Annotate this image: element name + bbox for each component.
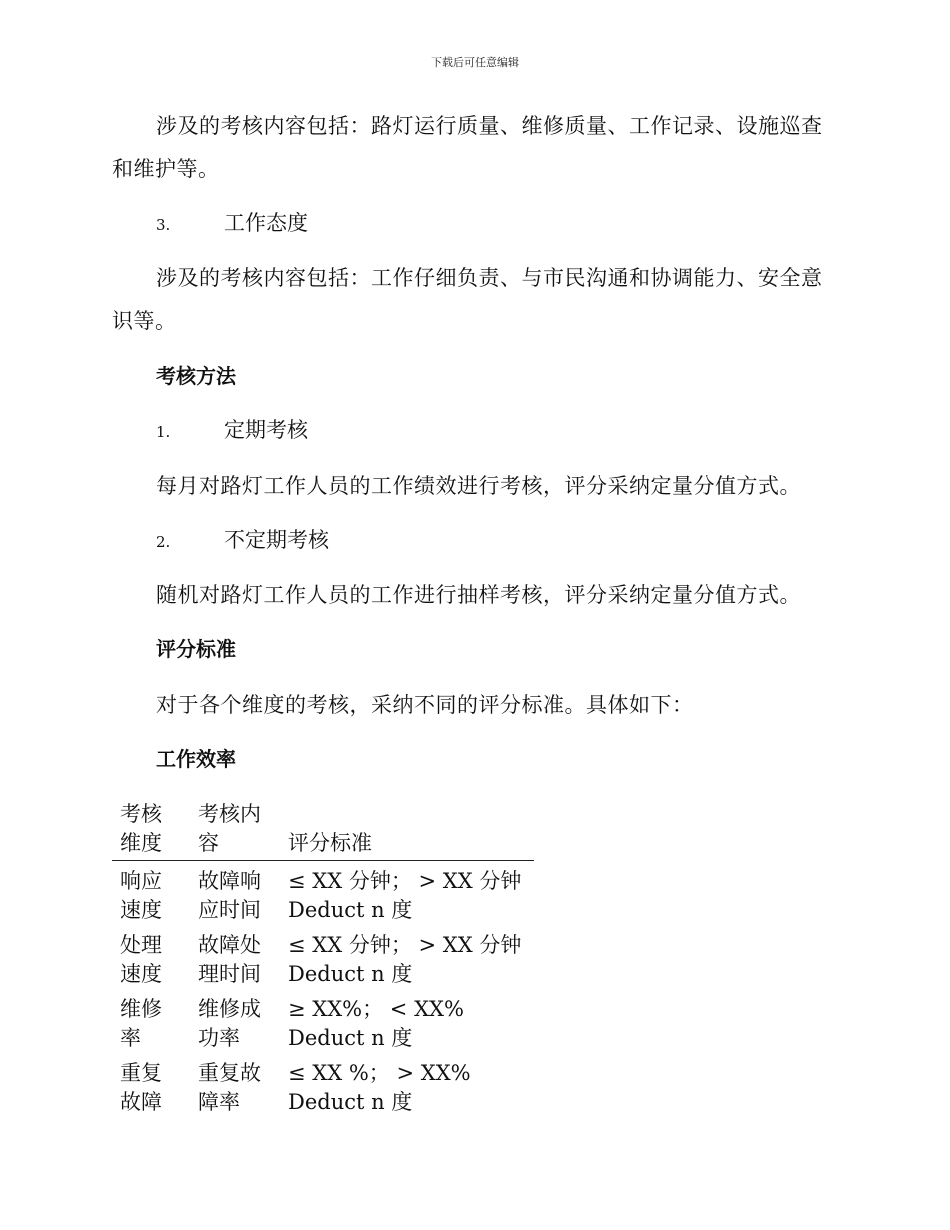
cell-content: 故障响 应时间 <box>198 869 261 922</box>
cell-standard: ≤ XX %； > XX% Deduct n 度 <box>288 1061 471 1114</box>
list-item-periodic: 1. 定期考核 <box>156 418 308 442</box>
cell-standard: ≥ XX%； < XX% Deduct n 度 <box>288 997 464 1050</box>
table-row <box>112 989 534 1053</box>
cell-dimension: 维修 率 <box>120 997 162 1050</box>
cell-dimension: 重复 故障 <box>120 1061 162 1114</box>
cell-content: 重复故 障率 <box>198 1061 261 1114</box>
header-content: 考核内 容 <box>198 800 288 861</box>
paragraph-content-4: 随机对路灯工作人员的工作进行抽样考核，评分采纳定量分值方式。 <box>156 583 801 607</box>
cell-content: 维修成 功率 <box>198 997 261 1050</box>
cell-standard: ≤ XX 分钟； > XX 分钟 Deduct n 度 <box>288 933 522 986</box>
cell-content: 故障处 理时间 <box>198 933 261 986</box>
scoring-table <box>112 800 534 1117</box>
table-header-row <box>112 800 534 861</box>
heading-standard: 评分标准 <box>156 637 236 661</box>
cell-dimension: 响应 速度 <box>120 869 162 922</box>
cell-dimension: 处理 速度 <box>120 933 162 986</box>
list-item-attitude: 3. 工作态度 <box>156 211 308 235</box>
table-row <box>112 1053 534 1117</box>
cell-standard: ≤ XX 分钟； > XX 分钟 Deduct n 度 <box>288 869 522 922</box>
header-standard: 评分标准 <box>288 800 534 861</box>
paragraph-content-5: 对于各个维度的考核，采纳不同的评分标准。具体如下： <box>156 693 694 717</box>
paragraph-content-2: 涉及的考核内容包括：工作仔细负责、与市民沟通和协调能力、安全意识等。 <box>112 266 823 333</box>
table-row <box>112 861 534 926</box>
list-item-irregular: 2. 不定期考核 <box>156 528 329 552</box>
header-dimension: 考核 维度 <box>112 800 198 861</box>
paragraph-content-1: 涉及的考核内容包括：路灯运行质量、维修质量、工作记录、设施巡查和维护等。 <box>112 114 823 181</box>
table-row <box>112 925 534 989</box>
heading-method: 考核方法 <box>156 364 236 388</box>
heading-efficiency: 工作效率 <box>156 747 236 771</box>
page-header: 下载后可任意编辑 <box>431 56 519 69</box>
paragraph-content-3: 每月对路灯工作人员的工作绩效进行考核，评分采纳定量分值方式。 <box>156 474 801 498</box>
